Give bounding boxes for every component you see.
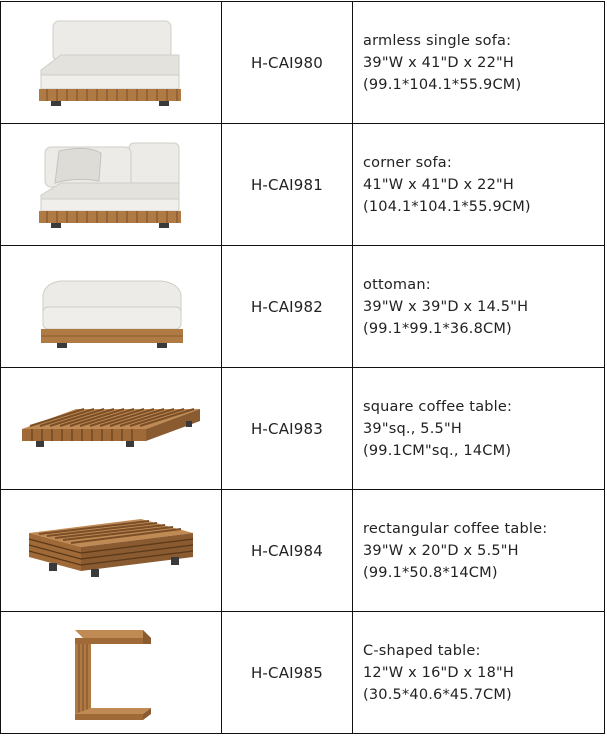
armless-single-sofa-image <box>31 15 191 110</box>
product-code: H-CAI983 <box>222 368 353 490</box>
product-name: ottoman: <box>363 276 431 293</box>
product-metric-dimensions: (99.1*50.8*14CM) <box>363 564 498 581</box>
corner-sofa-image <box>31 137 191 232</box>
product-code: H-CAI985 <box>222 612 353 734</box>
product-dimensions: 39"W x 39"D x 14.5"H <box>363 298 529 315</box>
product-image-cell <box>1 2 222 124</box>
c-shaped-table-image <box>51 618 171 728</box>
product-metric-dimensions: (104.1*104.1*55.9CM) <box>363 198 531 215</box>
product-name: corner sofa: <box>363 154 452 171</box>
product-description <box>353 490 605 612</box>
product-image-cell <box>1 490 222 612</box>
product-dimensions: 39"W x 20"D x 5.5"H <box>363 542 519 559</box>
product-dimensions: 41"W x 41"D x 22"H <box>363 176 514 193</box>
product-name: square coffee table: <box>363 398 513 415</box>
product-name: rectangular coffee table: <box>363 520 548 537</box>
product-name: armless single sofa: <box>363 32 512 49</box>
product-dimensions: 39"W x 41"D x 22"H <box>363 54 514 71</box>
product-metric-dimensions: (99.1CM"sq., 14CM) <box>363 442 512 459</box>
product-image-cell <box>1 612 222 734</box>
product-description <box>353 368 605 490</box>
product-image-cell <box>1 124 222 246</box>
table-row <box>1 490 605 612</box>
product-code: H-CAI980 <box>222 2 353 124</box>
product-code: H-CAI981 <box>222 124 353 246</box>
table-row <box>1 612 605 734</box>
table-row <box>1 368 605 490</box>
product-table <box>0 1 605 734</box>
product-metric-dimensions: (99.1*99.1*36.8CM) <box>363 320 512 337</box>
product-code: H-CAI982 <box>222 246 353 368</box>
product-description <box>353 246 605 368</box>
product-metric-dimensions: (30.5*40.6*45.7CM) <box>363 686 512 703</box>
ottoman-image <box>31 259 191 354</box>
square-coffee-table-image <box>16 381 206 476</box>
product-metric-dimensions: (99.1*104.1*55.9CM) <box>363 76 522 93</box>
table-row <box>1 246 605 368</box>
rectangular-coffee-table-image <box>21 503 201 598</box>
product-code: H-CAI984 <box>222 490 353 612</box>
table-row <box>1 2 605 124</box>
product-description <box>353 124 605 246</box>
product-description <box>353 612 605 734</box>
product-image-cell <box>1 246 222 368</box>
table-row <box>1 124 605 246</box>
product-dimensions: 12"W x 16"D x 18"H <box>363 664 514 681</box>
product-description <box>353 2 605 124</box>
product-image-cell <box>1 368 222 490</box>
product-dimensions: 39"sq., 5.5"H <box>363 420 462 437</box>
product-name: C-shaped table: <box>363 642 481 659</box>
